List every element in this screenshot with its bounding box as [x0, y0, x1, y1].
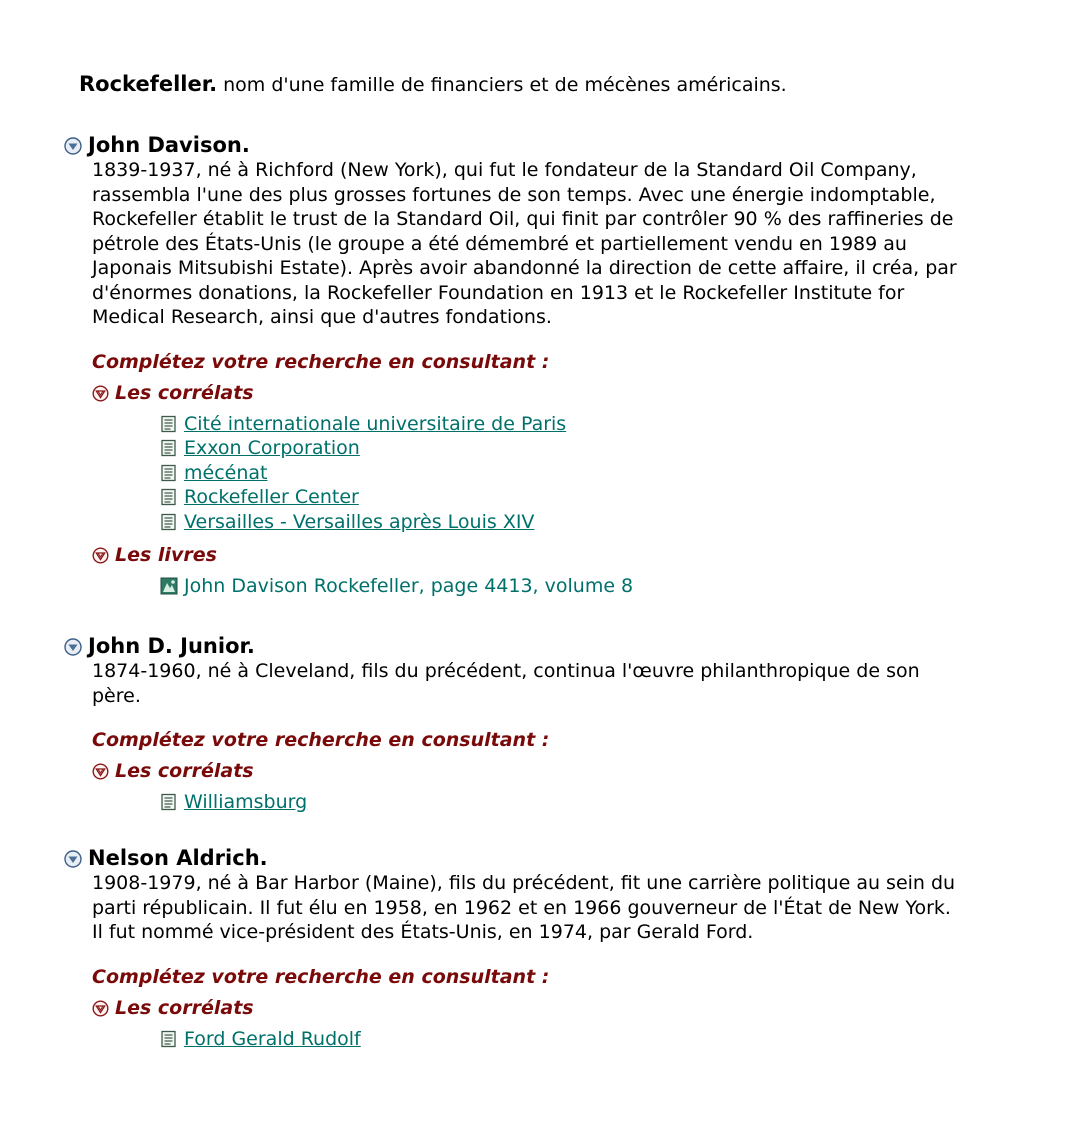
- expand-toggle-icon[interactable]: [64, 137, 82, 155]
- collapse-red-icon[interactable]: [92, 1000, 109, 1017]
- correlat-link[interactable]: Williamsburg: [184, 791, 308, 813]
- document-icon: [160, 464, 178, 482]
- list-item: [160, 461, 1024, 486]
- intro-definition: [79, 71, 787, 98]
- document-icon: [160, 439, 178, 457]
- correlats-heading[interactable]: [92, 381, 1024, 405]
- correlat-link[interactable]: Exxon Corporation: [184, 437, 360, 459]
- expand-toggle-icon[interactable]: [64, 638, 82, 656]
- correlats-label: Les corrélats: [115, 996, 254, 1019]
- entry-title: [64, 845, 1024, 871]
- description-line: 1874-1960, né à Cleveland, fils du précédent, continua l'œuvre philanthropique de son: [92, 660, 920, 682]
- description-line: 1908-1979, né à Bar Harbor (Maine), fils du précédent, fit une carrière politique au sein du: [92, 872, 956, 894]
- list-item: [160, 412, 1024, 437]
- correlat-link[interactable]: Cité internationale universitaire de Paris: [184, 412, 567, 435]
- correlat-link[interactable]: mécénat: [184, 461, 268, 484]
- document-icon: [160, 793, 178, 811]
- headword-definition: nom d'une famille de financiers et de mécènes américains.: [223, 74, 787, 96]
- livres-list: [160, 574, 1024, 599]
- description-line: Il fut nommé vice-président des États-Unis, en 1974, par Gerald Ford.: [92, 921, 754, 943]
- entry-title: [64, 132, 1024, 158]
- correlats-label: Les corrélats: [115, 760, 254, 782]
- correlats-list: [160, 790, 1024, 815]
- image-icon: [160, 577, 178, 595]
- list-item: [160, 1027, 1024, 1052]
- entry-nelson-aldrich: [64, 845, 1024, 1051]
- document-icon: [160, 513, 178, 531]
- correlats-heading[interactable]: [92, 996, 1024, 1020]
- entry-name: John D. Junior.: [88, 634, 255, 658]
- collapse-red-icon[interactable]: [92, 385, 109, 402]
- entry-description: [92, 659, 1012, 708]
- correlats-heading[interactable]: [92, 759, 1024, 783]
- correlats-list: [160, 1027, 1024, 1052]
- document-icon: [160, 488, 178, 506]
- list-item: [160, 574, 1024, 599]
- document-icon: [160, 1030, 178, 1048]
- correlats-label: Les corrélats: [115, 381, 254, 404]
- description-line: Japonais Mitsubishi Estate). Après avoir abandonné la direction de cette affaire, il créa, par: [92, 257, 957, 279]
- list-item: [160, 485, 1024, 510]
- description-line: rassembla l'une des plus grosses fortunes de son temps. Avec une énergie indomptable,: [92, 183, 936, 206]
- correlat-link[interactable]: Versailles - Versailles après Louis XIV: [184, 510, 535, 533]
- list-item: [160, 436, 1024, 461]
- collapse-red-icon[interactable]: [92, 547, 109, 564]
- correlat-link[interactable]: Rockefeller Center: [184, 486, 359, 508]
- entry-john-d-junior: [64, 633, 1024, 815]
- book-reference-link[interactable]: John Davison Rockefeller, page 4413, volume 8: [184, 575, 634, 597]
- livres-label: Les livres: [115, 544, 217, 566]
- description-line: père.: [92, 684, 141, 707]
- description-line: Rockefeller établit le trust de la Standard Oil, qui finit par contrôler 90 % des raffineries de: [92, 208, 954, 230]
- entry-john-davison: [64, 132, 1024, 599]
- entry-description: [92, 871, 1012, 945]
- description-line: parti républicain. Il fut élu en 1958, en 1962 et en 1966 gouverneur de l'État de New York.: [92, 896, 951, 919]
- entry-title: [64, 633, 1024, 659]
- see-also-heading: Complétez votre recherche en consultant :: [92, 965, 550, 988]
- entry-name: John Davison.: [88, 133, 250, 157]
- see-also-heading: Complétez votre recherche en consultant :: [92, 350, 550, 373]
- entry-description: [92, 158, 1012, 330]
- description-line: pétrole des États-Unis (le groupe a été démembré et partiellement vendu en 1989 au: [92, 232, 907, 255]
- list-item: [160, 510, 1024, 535]
- description-line: d'énormes donations, la Rockefeller Foundation en 1913 et le Rockefeller Institute for: [92, 281, 905, 304]
- correlats-list: [160, 412, 1024, 535]
- livres-heading[interactable]: [92, 543, 1024, 567]
- collapse-red-icon[interactable]: [92, 763, 109, 780]
- document-icon: [160, 415, 178, 433]
- correlat-link[interactable]: Ford Gerald Rudolf: [184, 1027, 361, 1050]
- description-line: 1839-1937, né à Richford (New York), qui fut le fondateur de la Standard Oil Company,: [92, 159, 917, 181]
- description-line: Medical Research, ainsi que d'autres fondations.: [92, 306, 552, 328]
- headword: Rockefeller.: [79, 72, 218, 96]
- entry-name: Nelson Aldrich.: [88, 846, 268, 870]
- expand-toggle-icon[interactable]: [64, 850, 82, 868]
- see-also-heading: Complétez votre recherche en consultant :: [92, 729, 550, 751]
- list-item: [160, 790, 1024, 815]
